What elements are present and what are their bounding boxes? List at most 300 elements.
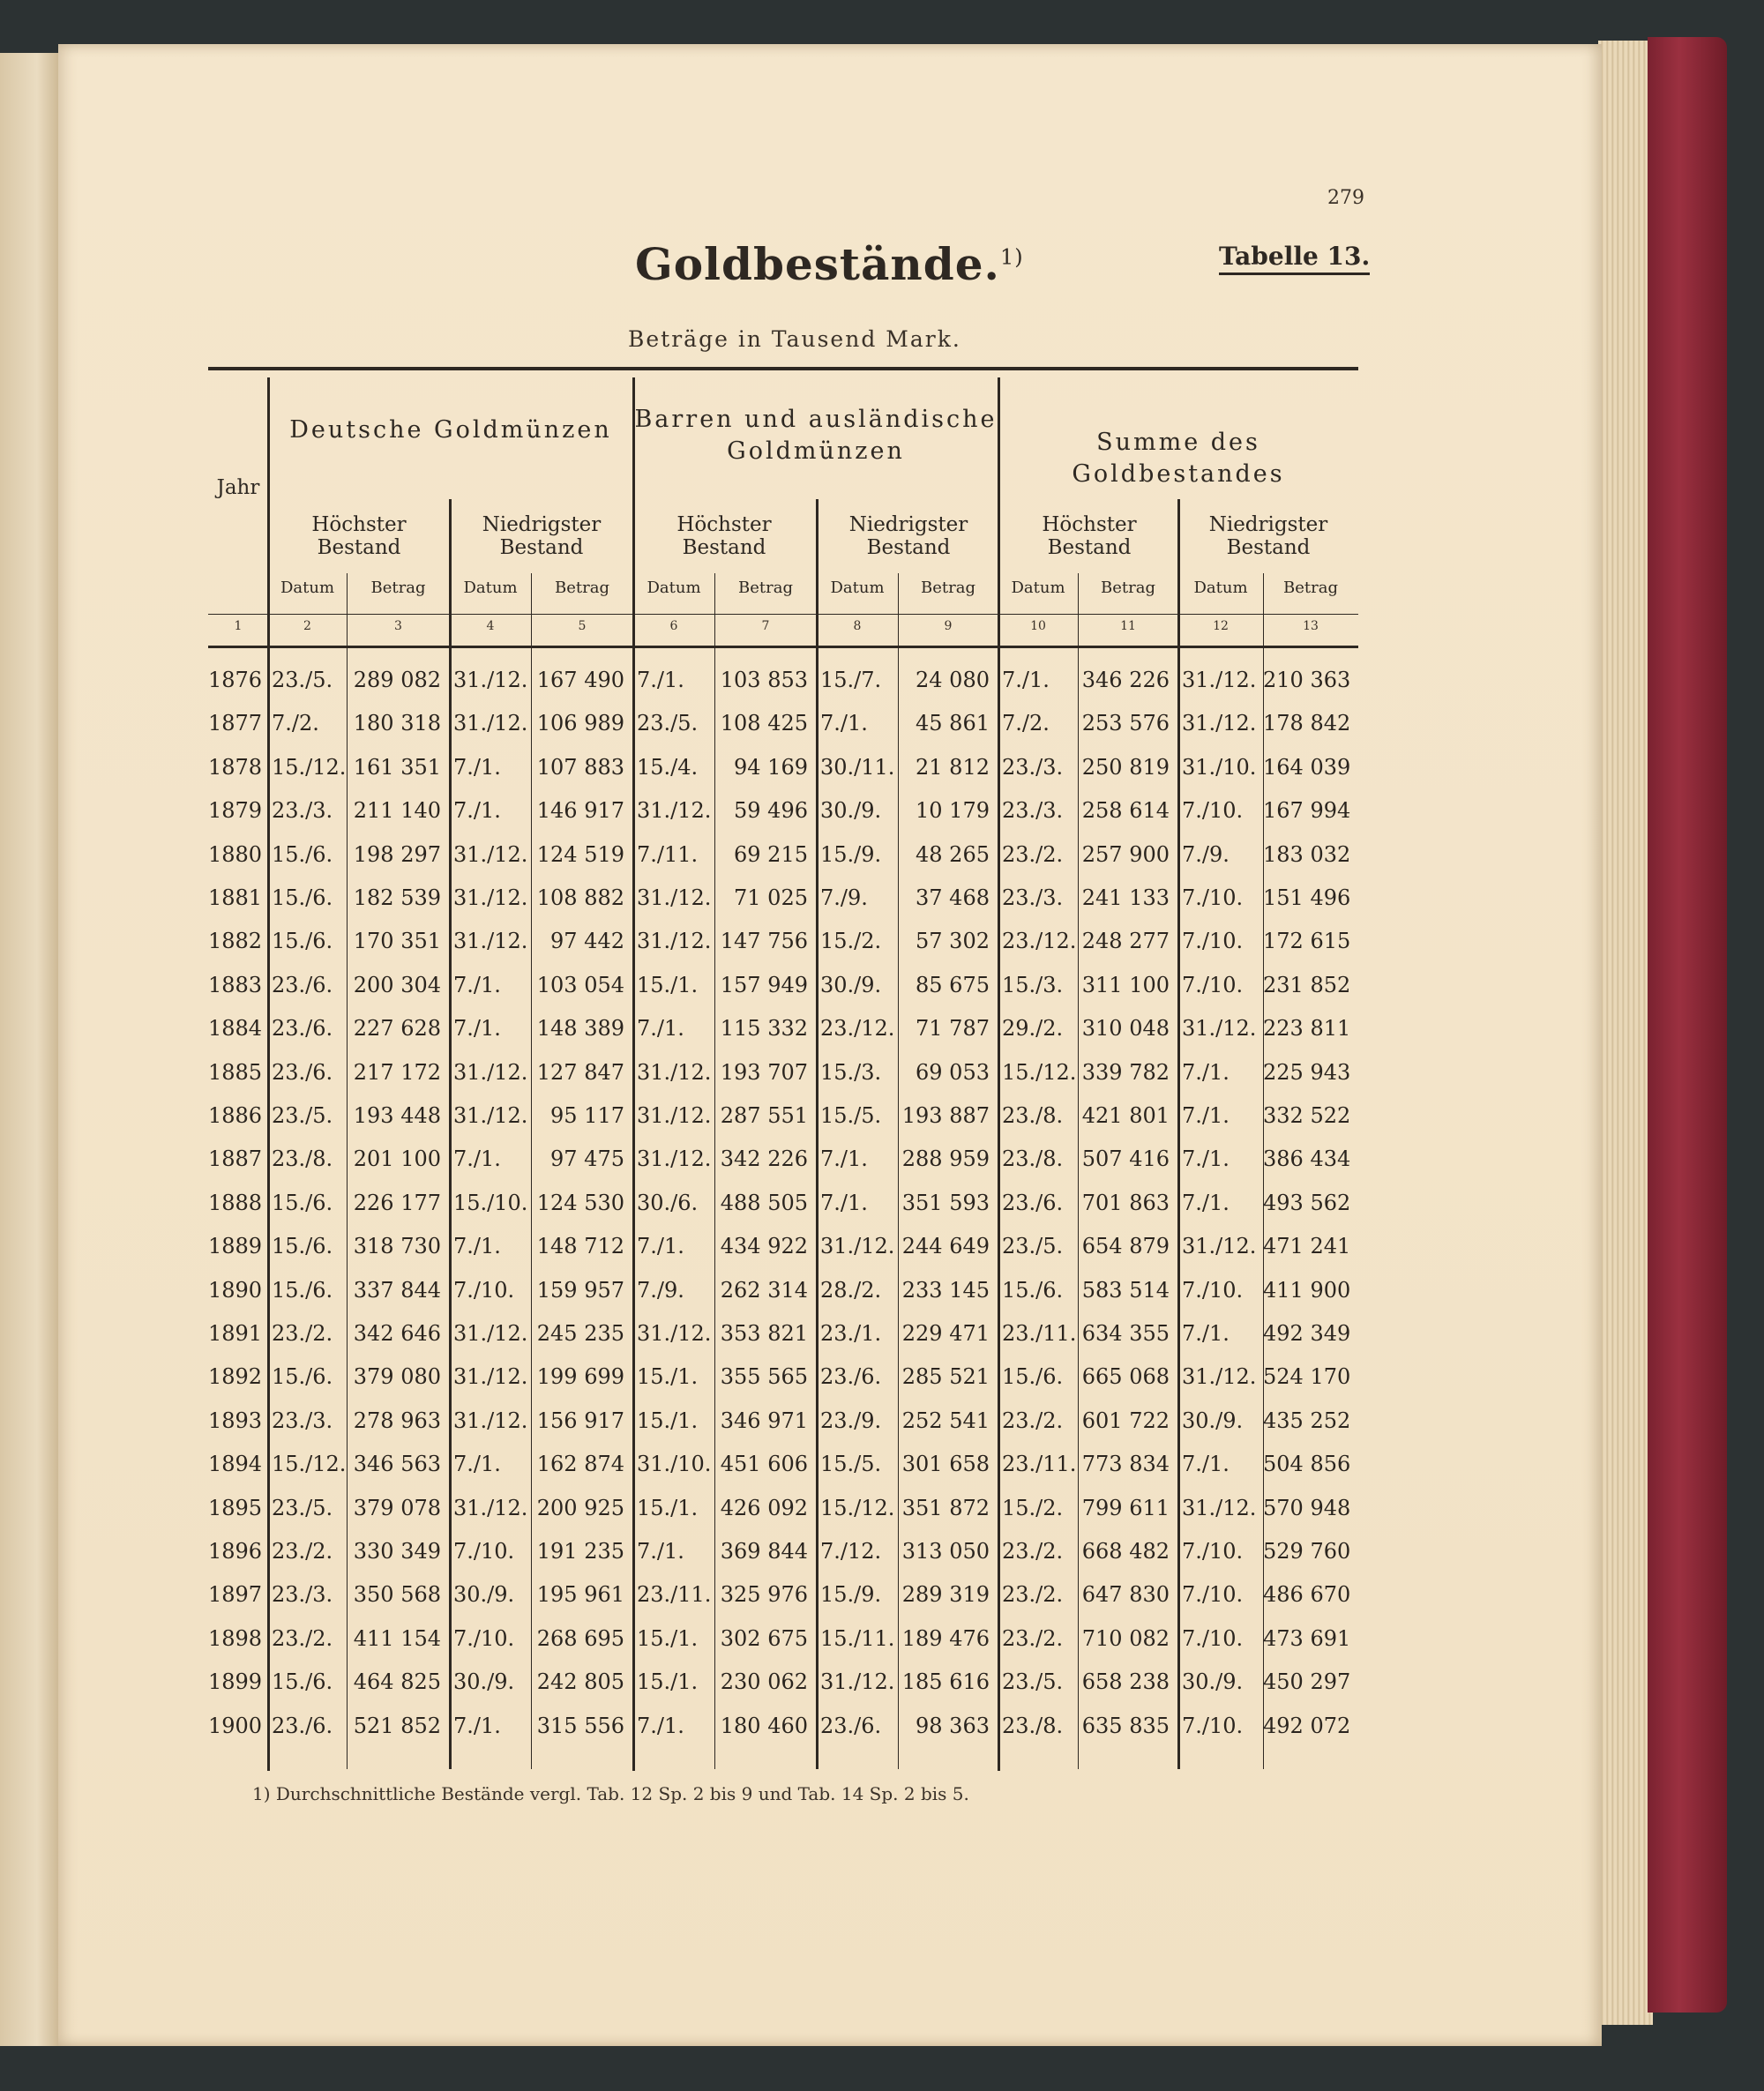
cell-1891-col-6: 31./12. xyxy=(637,1321,712,1346)
cell-1880-col-12: 7./9. xyxy=(1182,842,1230,867)
cell-1893-col-9: 252 541 xyxy=(901,1408,990,1433)
cell-1883-col-3: 200 304 xyxy=(353,973,441,997)
cell-1880-col-6: 7./11. xyxy=(637,842,699,867)
group-header-summe: Summe des Goldbestandes xyxy=(1072,429,1285,488)
cell-1879-col-8: 30./9. xyxy=(820,798,882,823)
header-betrag-6: Betrag xyxy=(738,579,793,597)
cell-1885-col-3: 217 172 xyxy=(353,1060,441,1085)
year-cell-1884: 1884 xyxy=(208,1016,263,1041)
column-number-7: 7 xyxy=(761,619,770,633)
page-title xyxy=(635,238,1024,290)
cell-1883-col-11: 311 100 xyxy=(1081,973,1170,997)
cell-1881-col-5: 108 882 xyxy=(536,885,624,910)
cell-1892-col-8: 23./6. xyxy=(820,1364,882,1389)
cell-1884-col-11: 310 048 xyxy=(1081,1016,1170,1041)
year-cell-1888: 1888 xyxy=(208,1191,263,1215)
year-cell-1878: 1878 xyxy=(208,755,263,780)
cell-1890-col-7: 262 314 xyxy=(720,1278,808,1303)
cell-1894-col-5: 162 874 xyxy=(536,1452,624,1476)
cell-1895-col-8: 15./12. xyxy=(820,1496,895,1520)
cell-1888-col-12: 7./1. xyxy=(1182,1191,1230,1215)
table-label: Tabelle 13. xyxy=(1219,242,1370,275)
cell-1898-col-11: 710 082 xyxy=(1081,1626,1170,1651)
cell-1893-col-7: 346 971 xyxy=(720,1408,808,1433)
cell-1898-col-6: 15./1. xyxy=(637,1626,699,1651)
cell-1887-col-9: 288 959 xyxy=(901,1146,990,1171)
year-cell-1899: 1899 xyxy=(208,1669,263,1694)
cell-1897-col-3: 350 568 xyxy=(353,1582,441,1607)
footnote: 1) Durchschnittliche Bestände vergl. Tab. 12 Sp. 2 bis 9 und Tab. 14 Sp. 2 bis 5. xyxy=(252,1783,969,1804)
cell-1889-col-4: 7./1. xyxy=(453,1234,501,1258)
cell-1889-col-13: 471 241 xyxy=(1263,1234,1351,1258)
header-betrag-2: Betrag xyxy=(370,579,426,597)
cell-1880-col-2: 15./6. xyxy=(272,842,333,867)
header-datum-3: Datum xyxy=(463,579,518,597)
header-bottom-rule xyxy=(208,646,1358,648)
cell-1886-col-6: 31./12. xyxy=(637,1103,712,1128)
cell-1899-col-6: 15./1. xyxy=(637,1669,699,1694)
cell-1886-col-10: 23./8. xyxy=(1002,1103,1064,1128)
cell-1883-col-8: 30./9. xyxy=(820,973,882,997)
cell-1886-col-2: 23./5. xyxy=(272,1103,333,1128)
cell-1890-col-11: 583 514 xyxy=(1081,1278,1170,1303)
cell-1876-col-3: 289 082 xyxy=(353,668,441,692)
year-cell-1883: 1883 xyxy=(208,973,263,997)
cell-1897-col-12: 7./10. xyxy=(1182,1582,1244,1607)
year-cell-1892: 1892 xyxy=(208,1364,263,1389)
year-cell-1896: 1896 xyxy=(208,1539,263,1564)
cell-1891-col-11: 634 355 xyxy=(1081,1321,1170,1346)
cell-1881-col-8: 7./9. xyxy=(820,885,868,910)
cell-1895-col-5: 200 925 xyxy=(536,1496,624,1520)
header-niedrigster-3: Niedrigster Bestand xyxy=(1208,513,1328,559)
cell-1897-col-5: 195 961 xyxy=(536,1582,624,1607)
cell-1878-col-5: 107 883 xyxy=(536,755,624,780)
cell-1894-col-2: 15./12. xyxy=(272,1452,347,1476)
cell-1882-col-13: 172 615 xyxy=(1263,929,1351,953)
cell-1889-col-8: 31./12. xyxy=(820,1234,895,1258)
cell-1899-col-11: 658 238 xyxy=(1081,1669,1170,1694)
cell-1884-col-6: 7./1. xyxy=(637,1016,684,1041)
cell-1886-col-5: 95 117 xyxy=(550,1103,624,1128)
cell-1886-col-4: 31./12. xyxy=(453,1103,528,1128)
cell-1888-col-9: 351 593 xyxy=(901,1191,990,1215)
header-niedrigster-1: Niedrigster Bestand xyxy=(482,513,602,559)
cell-1885-col-8: 15./3. xyxy=(820,1060,882,1085)
cell-1889-col-7: 434 922 xyxy=(720,1234,808,1258)
cell-1879-col-6: 31./12. xyxy=(637,798,712,823)
cell-1878-col-13: 164 039 xyxy=(1263,755,1351,780)
column-number-12: 12 xyxy=(1213,619,1229,633)
cell-1885-col-5: 127 847 xyxy=(536,1060,624,1085)
cell-1876-col-2: 23./5. xyxy=(272,668,333,692)
cell-1885-col-7: 193 707 xyxy=(720,1060,808,1085)
cell-1879-col-4: 7./1. xyxy=(453,798,501,823)
year-cell-1886: 1886 xyxy=(208,1103,263,1128)
cell-1889-col-2: 15./6. xyxy=(272,1234,333,1258)
cell-1882-col-2: 15./6. xyxy=(272,929,333,953)
column-number-3: 3 xyxy=(394,619,402,633)
cell-1877-col-8: 7./1. xyxy=(820,711,868,736)
cell-1883-col-13: 231 852 xyxy=(1263,973,1351,997)
cell-1884-col-7: 115 332 xyxy=(720,1016,808,1041)
cell-1881-col-3: 182 539 xyxy=(353,885,441,910)
cell-1885-col-13: 225 943 xyxy=(1263,1060,1351,1085)
cell-1882-col-7: 147 756 xyxy=(720,929,808,953)
cell-1892-col-6: 15./1. xyxy=(637,1364,699,1389)
cell-1885-col-4: 31./12. xyxy=(453,1060,528,1085)
cell-1891-col-13: 492 349 xyxy=(1263,1321,1351,1346)
cell-1876-col-6: 7./1. xyxy=(637,668,684,692)
cell-1891-col-7: 353 821 xyxy=(720,1321,808,1346)
group-header-barren: Barren und ausländische Goldmünzen xyxy=(634,406,998,465)
cell-1876-col-9: 24 080 xyxy=(916,668,990,692)
cell-1883-col-4: 7./1. xyxy=(453,973,501,997)
header-datum-5: Datum xyxy=(647,579,701,597)
cell-1900-col-7: 180 460 xyxy=(720,1714,808,1738)
cell-1897-col-11: 647 830 xyxy=(1081,1582,1170,1607)
cell-1900-col-8: 23./6. xyxy=(820,1714,882,1738)
cell-1880-col-11: 257 900 xyxy=(1081,842,1170,867)
cell-1892-col-12: 31./12. xyxy=(1182,1364,1257,1389)
cell-1890-col-2: 15./6. xyxy=(272,1278,333,1303)
cell-1893-col-13: 435 252 xyxy=(1263,1408,1351,1433)
cell-1892-col-9: 285 521 xyxy=(901,1364,990,1389)
cell-1894-col-7: 451 606 xyxy=(720,1452,808,1476)
cell-1887-col-4: 7./1. xyxy=(453,1146,501,1171)
cell-1896-col-5: 191 235 xyxy=(536,1539,624,1564)
cell-1900-col-4: 7./1. xyxy=(453,1714,501,1738)
cell-1884-col-9: 71 787 xyxy=(916,1016,990,1041)
year-cell-1876: 1876 xyxy=(208,668,263,692)
cell-1876-col-5: 167 490 xyxy=(536,668,624,692)
cell-1882-col-5: 97 442 xyxy=(550,929,624,953)
column-number-5: 5 xyxy=(578,619,587,633)
cell-1886-col-7: 287 551 xyxy=(720,1103,808,1128)
cell-1888-col-3: 226 177 xyxy=(353,1191,441,1215)
cell-1881-col-10: 23./3. xyxy=(1002,885,1064,910)
cell-1895-col-11: 799 611 xyxy=(1081,1496,1170,1520)
header-hoechster-3: Höchster Bestand xyxy=(1042,513,1137,559)
cell-1895-col-3: 379 078 xyxy=(353,1496,441,1520)
year-cell-1881: 1881 xyxy=(208,885,263,910)
header-betrag-8: Betrag xyxy=(921,579,975,597)
cell-1876-col-12: 31./12. xyxy=(1182,668,1257,692)
cell-1894-col-11: 773 834 xyxy=(1081,1452,1170,1476)
cell-1894-col-13: 504 856 xyxy=(1263,1452,1351,1476)
cell-1895-col-4: 31./12. xyxy=(453,1496,528,1520)
cell-1887-col-2: 23./8. xyxy=(272,1146,333,1171)
cell-1892-col-4: 31./12. xyxy=(453,1364,528,1389)
cell-1879-col-3: 211 140 xyxy=(353,798,441,823)
cell-1880-col-13: 183 032 xyxy=(1263,842,1351,867)
cell-1900-col-11: 635 835 xyxy=(1081,1714,1170,1738)
cell-1887-col-7: 342 226 xyxy=(720,1146,808,1171)
column-number-10: 10 xyxy=(1030,619,1046,633)
cell-1888-col-8: 7./1. xyxy=(820,1191,868,1215)
cell-1900-col-13: 492 072 xyxy=(1263,1714,1351,1738)
cell-1876-col-13: 210 363 xyxy=(1263,668,1351,692)
cell-1890-col-8: 28./2. xyxy=(820,1278,882,1303)
cell-1889-col-3: 318 730 xyxy=(353,1234,441,1258)
cell-1889-col-5: 148 712 xyxy=(536,1234,624,1258)
cell-1878-col-11: 250 819 xyxy=(1081,755,1170,780)
cell-1885-col-9: 69 053 xyxy=(916,1060,990,1085)
cell-1897-col-8: 15./9. xyxy=(820,1582,882,1607)
cell-1898-col-4: 7./10. xyxy=(453,1626,515,1651)
cell-1879-col-9: 10 179 xyxy=(916,798,990,823)
cell-1882-col-11: 248 277 xyxy=(1081,929,1170,953)
cell-1881-col-4: 31./12. xyxy=(453,885,528,910)
cell-1894-col-3: 346 563 xyxy=(353,1452,441,1476)
cell-1900-col-6: 7./1. xyxy=(637,1714,684,1738)
cell-1877-col-3: 180 318 xyxy=(353,711,441,736)
cell-1898-col-13: 473 691 xyxy=(1263,1626,1351,1651)
book-cover-spine xyxy=(1648,37,1727,2013)
cell-1880-col-10: 23./2. xyxy=(1002,842,1064,867)
cell-1877-col-2: 7./2. xyxy=(272,711,319,736)
cell-1900-col-2: 23./6. xyxy=(272,1714,333,1738)
cell-1890-col-5: 159 957 xyxy=(536,1278,624,1303)
cell-1877-col-4: 31./12. xyxy=(453,711,528,736)
column-number-11: 11 xyxy=(1120,619,1136,633)
cell-1886-col-8: 15./5. xyxy=(820,1103,882,1128)
cell-1891-col-4: 31./12. xyxy=(453,1321,528,1346)
cell-1879-col-2: 23./3. xyxy=(272,798,333,823)
cell-1894-col-4: 7./1. xyxy=(453,1452,501,1476)
cell-1889-col-11: 654 879 xyxy=(1081,1234,1170,1258)
cell-1892-col-3: 379 080 xyxy=(353,1364,441,1389)
page-number: 279 xyxy=(1327,187,1364,209)
cell-1888-col-5: 124 530 xyxy=(536,1191,624,1215)
cell-1896-col-13: 529 760 xyxy=(1263,1539,1351,1564)
cell-1890-col-3: 337 844 xyxy=(353,1278,441,1303)
cell-1882-col-9: 57 302 xyxy=(916,929,990,953)
cell-1898-col-7: 302 675 xyxy=(720,1626,808,1651)
cell-1889-col-6: 7./1. xyxy=(637,1234,684,1258)
year-cell-1891: 1891 xyxy=(208,1321,263,1346)
cell-1878-col-6: 15./4. xyxy=(637,755,699,780)
cell-1885-col-11: 339 782 xyxy=(1081,1060,1170,1085)
cell-1881-col-11: 241 133 xyxy=(1081,885,1170,910)
cell-1887-col-8: 7./1. xyxy=(820,1146,868,1171)
cell-1880-col-8: 15./9. xyxy=(820,842,882,867)
cell-1884-col-4: 7./1. xyxy=(453,1016,501,1041)
header-betrag-12: Betrag xyxy=(1283,579,1338,597)
cell-1900-col-3: 521 852 xyxy=(353,1714,441,1738)
cell-1881-col-13: 151 496 xyxy=(1263,885,1351,910)
cell-1896-col-6: 7./1. xyxy=(637,1539,684,1564)
cell-1884-col-5: 148 389 xyxy=(536,1016,624,1041)
cell-1880-col-5: 124 519 xyxy=(536,842,624,867)
cell-1892-col-2: 15./6. xyxy=(272,1364,333,1389)
cell-1883-col-2: 23./6. xyxy=(272,973,333,997)
year-cell-1894: 1894 xyxy=(208,1452,263,1476)
cell-1890-col-13: 411 900 xyxy=(1263,1278,1351,1303)
cell-1900-col-9: 98 363 xyxy=(916,1714,990,1738)
cell-1887-col-12: 7./1. xyxy=(1182,1146,1230,1171)
cell-1876-col-11: 346 226 xyxy=(1081,668,1170,692)
cell-1882-col-8: 15./2. xyxy=(820,929,882,953)
cell-1898-col-5: 268 695 xyxy=(536,1626,624,1651)
cell-1881-col-7: 71 025 xyxy=(734,885,808,910)
cell-1888-col-11: 701 863 xyxy=(1081,1191,1170,1215)
cell-1882-col-10: 23./12. xyxy=(1002,929,1077,953)
cell-1888-col-6: 30./6. xyxy=(637,1191,699,1215)
cell-1885-col-6: 31./12. xyxy=(637,1060,712,1085)
cell-1890-col-4: 7./10. xyxy=(453,1278,515,1303)
title-footnote-mark: 1) xyxy=(999,244,1024,270)
cell-1888-col-7: 488 505 xyxy=(720,1191,808,1215)
cell-1876-col-8: 15./7. xyxy=(820,668,882,692)
cell-1887-col-10: 23./8. xyxy=(1002,1146,1064,1171)
cell-1896-col-8: 7./12. xyxy=(820,1539,882,1564)
cell-1877-col-9: 45 861 xyxy=(916,711,990,736)
cell-1896-col-2: 23./2. xyxy=(272,1539,333,1564)
group-header-deutsche: Deutsche Goldmünzen xyxy=(289,416,612,444)
year-cell-1877: 1877 xyxy=(208,711,263,736)
cell-1893-col-2: 23./3. xyxy=(272,1408,333,1433)
cell-1886-col-12: 7./1. xyxy=(1182,1103,1230,1128)
cell-1890-col-9: 233 145 xyxy=(901,1278,990,1303)
cell-1897-col-13: 486 670 xyxy=(1263,1582,1351,1607)
cell-1882-col-4: 31./12. xyxy=(453,929,528,953)
cell-1881-col-9: 37 468 xyxy=(916,885,990,910)
cell-1889-col-9: 244 649 xyxy=(901,1234,990,1258)
cell-1886-col-11: 421 801 xyxy=(1081,1103,1170,1128)
cell-1887-col-5: 97 475 xyxy=(550,1146,624,1171)
table-top-rule xyxy=(208,367,1358,370)
cell-1898-col-10: 23./2. xyxy=(1002,1626,1064,1651)
cell-1884-col-10: 29./2. xyxy=(1002,1016,1064,1041)
cell-1891-col-5: 245 235 xyxy=(536,1321,624,1346)
cell-1887-col-3: 201 100 xyxy=(353,1146,441,1171)
cell-1888-col-13: 493 562 xyxy=(1263,1191,1351,1215)
cell-1882-col-3: 170 351 xyxy=(353,929,441,953)
table-subtitle: Beträge in Tausend Mark. xyxy=(628,326,961,352)
cell-1899-col-12: 30./9. xyxy=(1182,1669,1244,1694)
cell-1877-col-10: 7./2. xyxy=(1002,711,1050,736)
cell-1877-col-12: 31./12. xyxy=(1182,711,1257,736)
column-number-6: 6 xyxy=(669,619,678,633)
year-cell-1893: 1893 xyxy=(208,1408,263,1433)
cell-1879-col-13: 167 994 xyxy=(1263,798,1351,823)
cell-1893-col-3: 278 963 xyxy=(353,1408,441,1433)
header-datum-7: Datum xyxy=(830,579,885,597)
header-betrag-4: Betrag xyxy=(555,579,609,597)
cell-1882-col-12: 7./10. xyxy=(1182,929,1244,953)
cell-1892-col-7: 355 565 xyxy=(720,1364,808,1389)
cell-1895-col-7: 426 092 xyxy=(720,1496,808,1520)
cell-1896-col-11: 668 482 xyxy=(1081,1539,1170,1564)
year-cell-1885: 1885 xyxy=(208,1060,263,1085)
cell-1881-col-2: 15./6. xyxy=(272,885,333,910)
cell-1883-col-12: 7./10. xyxy=(1182,973,1244,997)
header-hoechster-2: Höchster Bestand xyxy=(676,513,772,559)
cell-1895-col-10: 15./2. xyxy=(1002,1496,1064,1520)
cell-1899-col-4: 30./9. xyxy=(453,1669,515,1694)
cell-1879-col-10: 23./3. xyxy=(1002,798,1064,823)
cell-1878-col-2: 15./12. xyxy=(272,755,347,780)
cell-1893-col-8: 23./9. xyxy=(820,1408,882,1433)
cell-1880-col-4: 31./12. xyxy=(453,842,528,867)
cell-1899-col-9: 185 616 xyxy=(901,1669,990,1694)
header-niedrigster-2: Niedrigster Bestand xyxy=(848,513,968,559)
cell-1895-col-12: 31./12. xyxy=(1182,1496,1257,1520)
cell-1898-col-8: 15./11. xyxy=(820,1626,895,1651)
col-number-rule xyxy=(208,614,1358,615)
header-datum-9: Datum xyxy=(1011,579,1065,597)
cell-1883-col-9: 85 675 xyxy=(916,973,990,997)
cell-1894-col-10: 23./11. xyxy=(1002,1452,1077,1476)
cell-1889-col-10: 23./5. xyxy=(1002,1234,1064,1258)
cell-1890-col-10: 15./6. xyxy=(1002,1278,1064,1303)
cell-1878-col-7: 94 169 xyxy=(734,755,808,780)
cell-1884-col-13: 223 811 xyxy=(1263,1016,1351,1041)
cell-1883-col-7: 157 949 xyxy=(720,973,808,997)
cell-1899-col-8: 31./12. xyxy=(820,1669,895,1694)
cell-1898-col-9: 189 476 xyxy=(901,1626,990,1651)
cell-1891-col-8: 23./1. xyxy=(820,1321,882,1346)
cell-1895-col-6: 15./1. xyxy=(637,1496,699,1520)
cell-1880-col-9: 48 265 xyxy=(916,842,990,867)
cell-1896-col-3: 330 349 xyxy=(353,1539,441,1564)
column-number-13: 13 xyxy=(1303,619,1319,633)
cell-1878-col-12: 31./10. xyxy=(1182,755,1257,780)
cell-1877-col-11: 253 576 xyxy=(1081,711,1170,736)
cell-1888-col-10: 23./6. xyxy=(1002,1191,1064,1215)
cell-1891-col-12: 7./1. xyxy=(1182,1321,1230,1346)
cell-1878-col-9: 21 812 xyxy=(916,755,990,780)
cell-1893-col-11: 601 722 xyxy=(1081,1408,1170,1433)
cell-1884-col-3: 227 628 xyxy=(353,1016,441,1041)
cell-1892-col-5: 199 699 xyxy=(536,1364,624,1389)
year-cell-1880: 1880 xyxy=(208,842,263,867)
cell-1883-col-5: 103 054 xyxy=(536,973,624,997)
cell-1877-col-6: 23./5. xyxy=(637,711,699,736)
column-number-2: 2 xyxy=(303,619,311,633)
cell-1891-col-10: 23./11. xyxy=(1002,1321,1077,1346)
cell-1877-col-5: 106 989 xyxy=(536,711,624,736)
cell-1889-col-12: 31./12. xyxy=(1182,1234,1257,1258)
cell-1893-col-4: 31./12. xyxy=(453,1408,528,1433)
cell-1900-col-5: 315 556 xyxy=(536,1714,624,1738)
cell-1894-col-9: 301 658 xyxy=(901,1452,990,1476)
cell-1879-col-11: 258 614 xyxy=(1081,798,1170,823)
cell-1896-col-9: 313 050 xyxy=(901,1539,990,1564)
cell-1898-col-12: 7./10. xyxy=(1182,1626,1244,1651)
header-datum-11: Datum xyxy=(1193,579,1248,597)
cell-1885-col-12: 7./1. xyxy=(1182,1060,1230,1085)
column-number-9: 9 xyxy=(944,619,953,633)
cell-1896-col-4: 7./10. xyxy=(453,1539,515,1564)
cell-1892-col-10: 15./6. xyxy=(1002,1364,1064,1389)
cell-1893-col-5: 156 917 xyxy=(536,1408,624,1433)
year-cell-1898: 1898 xyxy=(208,1626,263,1651)
cell-1881-col-12: 7./10. xyxy=(1182,885,1244,910)
cell-1894-col-8: 15./5. xyxy=(820,1452,882,1476)
cell-1888-col-4: 15./10. xyxy=(453,1191,528,1215)
cell-1880-col-7: 69 215 xyxy=(734,842,808,867)
cell-1890-col-6: 7./9. xyxy=(637,1278,684,1303)
cell-1884-col-8: 23./12. xyxy=(820,1016,895,1041)
cell-1891-col-9: 229 471 xyxy=(901,1321,990,1346)
cell-1883-col-6: 15./1. xyxy=(637,973,699,997)
cell-1886-col-9: 193 887 xyxy=(901,1103,990,1128)
cell-1879-col-12: 7./10. xyxy=(1182,798,1244,823)
cell-1878-col-10: 23./3. xyxy=(1002,755,1064,780)
cell-1893-col-6: 15./1. xyxy=(637,1408,699,1433)
